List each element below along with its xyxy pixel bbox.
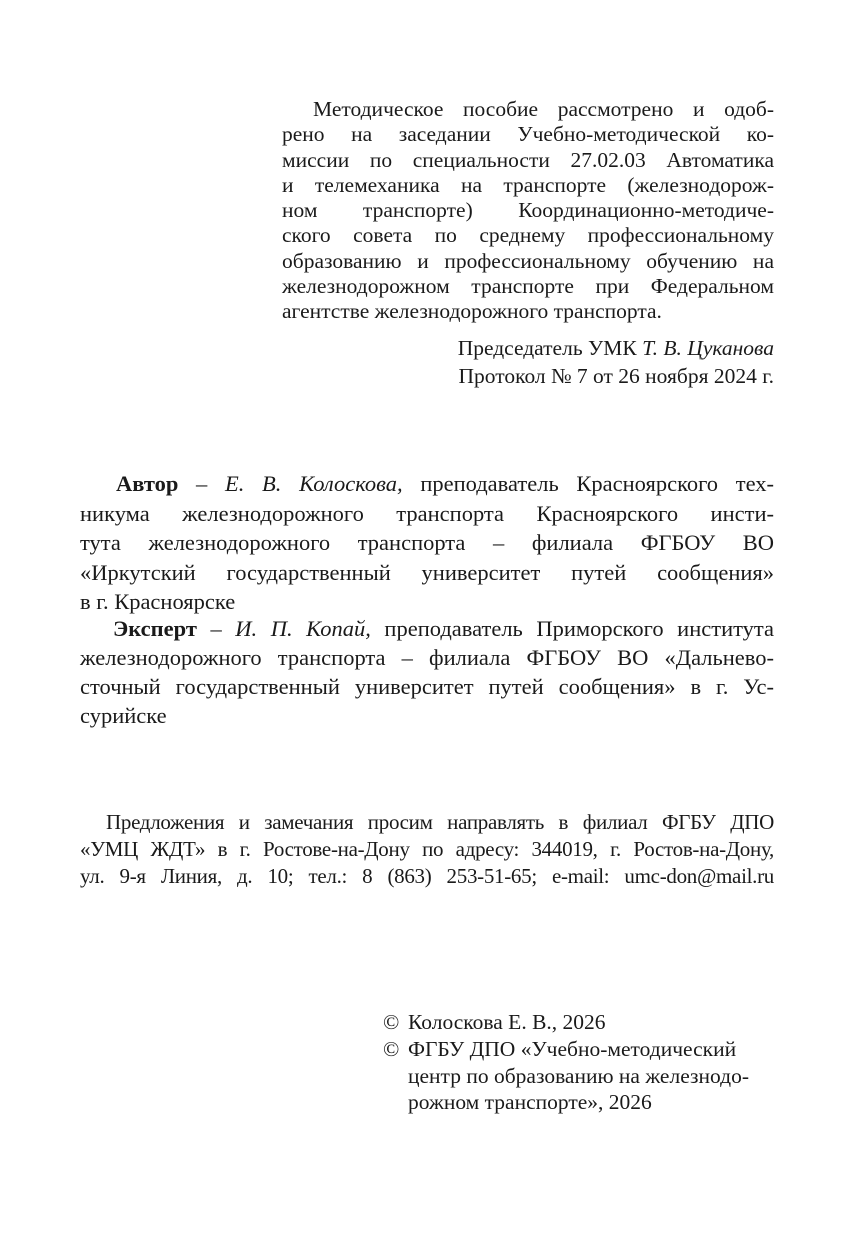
text-line: железнодорожном транспорте при Федеральном xyxy=(282,274,774,299)
text-line: образованию и профессиональному обучению на xyxy=(282,248,774,273)
copyright-symbol: © xyxy=(383,1036,400,1061)
text-line: Методическое пособие рассмотрено и одоб- xyxy=(313,97,774,121)
text-line: и телемеханика на транспорте (железнодорож- xyxy=(282,172,774,197)
text-line: Председатель УМК Т. В. Цуканова xyxy=(457,336,774,360)
text-line: центр по образованию на железнодо- xyxy=(408,1063,749,1088)
text-line: миссии по специальности 27.02.03 Автоматика xyxy=(282,147,774,172)
committee-signature xyxy=(282,334,774,390)
text-line: Протокол № 7 от 26 ноября 2024 г. xyxy=(458,364,774,388)
copyright-entry xyxy=(383,1036,783,1116)
copyright-text xyxy=(408,1009,783,1036)
text-line: Колоскова Е. В., 2026 xyxy=(408,1010,606,1034)
text-line: «Иркутский государственный университет путей сообщения» xyxy=(80,559,774,585)
expert-paragraph xyxy=(80,614,774,730)
copyright-text xyxy=(408,1036,783,1116)
text-line: рено на заседании Учебно-методической ко- xyxy=(282,122,774,147)
text-line: Автор – Е. В. Колоскова, преподаватель Красноярского тех- xyxy=(116,471,774,496)
approval-paragraph xyxy=(282,97,774,325)
text-line: железнодорожного транспорта – филиала ФГБОУ ВО «Дальнево- xyxy=(80,645,774,670)
copyright-entry xyxy=(383,1009,783,1036)
author-paragraph xyxy=(80,469,774,617)
text-line: агентстве железнодорожного транспорта. xyxy=(282,299,662,324)
text-line: тута железнодорожного транспорта – филиала ФГБОУ ВО xyxy=(80,530,774,556)
text-line: Эксперт – И. П. Копай, преподаватель Приморского института xyxy=(113,616,774,641)
copyright-block xyxy=(383,1009,783,1116)
text-line: ном транспорте) Координационно-методиче- xyxy=(282,198,774,223)
text-line: сурийске xyxy=(80,703,167,728)
copyright-symbol: © xyxy=(383,1010,400,1034)
text-line: в г. Красноярске xyxy=(80,589,236,615)
text-line: никума железнодорожного транспорта Красноярского инсти- xyxy=(80,500,774,526)
text-line: сточный государственный университет путей сообщения» в г. Ус- xyxy=(80,674,774,699)
text-line: ФГБУ ДПО «Учебно-методический xyxy=(408,1036,737,1061)
text-line: рожном транспорте», 2026 xyxy=(408,1090,652,1115)
text-line: «УМЦ ЖДТ» в г. Ростове-на-Дону по адресу: 344019, г. Ростов-на-Дону, xyxy=(80,836,774,861)
text-line: Предложения и замечания просим направлять в филиал ФГБУ ДПО xyxy=(106,810,774,834)
text-line: ского совета по среднему профессиональному xyxy=(282,223,774,248)
contact-paragraph xyxy=(80,809,774,889)
text-line: ул. 9-я Линия, д. 10; тел.: 8 (863) 253-51-65; e-mail: umc-don@mail.ru xyxy=(80,863,774,888)
